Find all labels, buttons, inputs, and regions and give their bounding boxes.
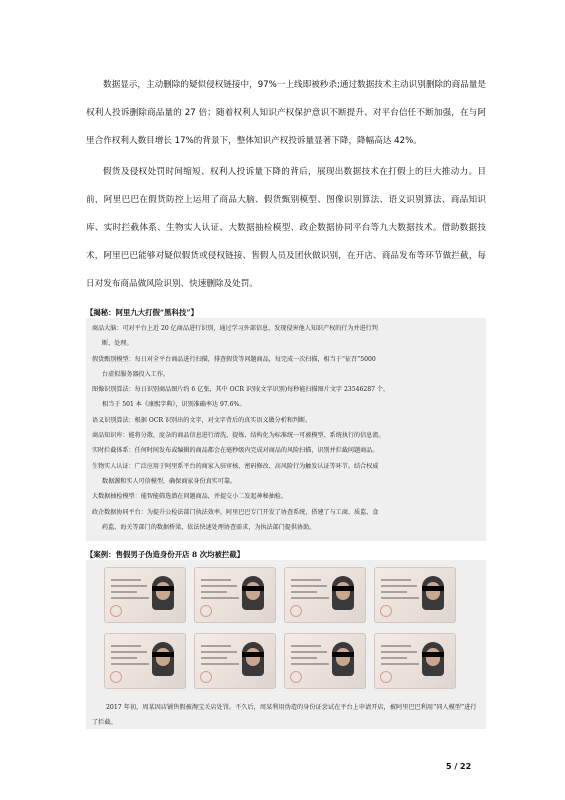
tech-box-line: 生物实人认证：广泛应用于阿里系平台的商家入驻审核、密码修改、高风险行为触发认证等环节。结合权威 (92, 462, 379, 470)
tech-box-line: 相当于 501 本《康熙字典》，识别准确率达 97.6%。 (102, 401, 246, 409)
tech-box-line: 台虚拟服务器投入工作。 (102, 370, 170, 378)
tech-box-line: 语义识别算法：根据 OCR 识别出的文字，对文字背后的真实语义做分析和判断。 (92, 416, 312, 424)
id-card-photo (104, 633, 186, 689)
tech-box-title: 【揭秘：阿里九大打假“黑科技”】 (86, 308, 198, 317)
id-card-photos (104, 567, 456, 695)
tech-box-line: 断、处理。 (102, 340, 133, 348)
id-card-photo (104, 567, 186, 623)
tech-box-line: 图像识别算法：每日识别商品图片约 6 亿张，其中 OCR 识别(文字识别)每秒能扫描图片文字 23546287 个， (92, 386, 390, 394)
page-number: 5 / 22 (446, 762, 472, 771)
tech-box-line: 商品大脑：可对平台上近 20 亿商品进行识别，通过学习外部信息，发现侵害他人知识产权的行为并进行判 (92, 325, 378, 332)
tech-box-line: 政企数据协同平台：为提升公检法部门执法效率，阿里巴巴专门开发了协查系统，搭建了与工商、质监、食 (92, 508, 379, 516)
paragraph-2: 假货及侵权处罚时间缩短、权利人投诉量下降的背后，展现出数据技术在打假上的巨大推动力。目前，阿里巴巴在假货防控上运用了商品大脑、假货甄别模型、图像识别算法、语义识别算法、商品知识库、实时拦截体系、生物实人认证、大数据抽检模型、政企数据协同平台等九大数据技术。借助数据技术，阿里巴巴能够对疑似假货或侵权链接、售假人员及团伙做识别，在开店、商品发布等环节做拦截，每日对发布商品做风险识别、快速删除及处罚。 (86, 167, 486, 289)
case-box-title: 【案例：售假男子伪造身份开店 8 次均被拦截】 (86, 550, 245, 559)
tech-box-line: 假货甄别模型：每日对全平台商品进行扫描，排查假货等问题商品，每完成一次扫描，相当于“征召”5000 (92, 355, 376, 363)
tech-box-line: 实时拦截体系：任何时间发布或编辑的商品都会在毫秒级内完成对商品的风险扫描，识别并拦截问题商品。 (92, 447, 379, 455)
paragraph-1: 数据显示，主动删除的疑似侵权链接中，97%一上线即被秒杀;通过数据技术主动识别删除的商品量是权利人投诉删除商品量的 27 倍；随着权利人知识产权保护意识不断提升、对平台信任不断加强，在与阿里合作权利人数目增长 17%的背景下，整体知识产权投诉量显著下降，降幅高达 42%。 (86, 80, 486, 146)
id-card-photo (374, 567, 456, 623)
id-card-photo (194, 567, 276, 623)
id-card-photo (374, 633, 456, 689)
tech-box-line: 商品知识库：能将分散、庞杂的商品信息进行清洗、提炼、结构化为标准统一可被模型、系统执行的信息流。 (92, 432, 385, 440)
tech-box-line: 数据源和实人可信模型，确保商家身份真实可靠。 (102, 477, 237, 485)
case-caption: 2017 年初，周某因店铺售假被淘宝关店处罚。不久后，周某利用伪造的身份证尝试在平台上申请开店，被阿里巴巴利用“同人模型”进行了拦截。 (92, 704, 477, 726)
id-card-photo (194, 633, 276, 689)
tech-box-line: 大数据抽检模型：能智能筛选潜在问题商品，并提交小二发起神秘抽检。 (92, 493, 287, 501)
id-card-photo (284, 567, 366, 623)
id-card-photo (284, 633, 366, 689)
tech-box-line: 药监、海关等部门的数据桥梁，依法快速处理协查需求，为执法部门提供协助。 (102, 523, 316, 531)
tech-box (86, 318, 486, 541)
